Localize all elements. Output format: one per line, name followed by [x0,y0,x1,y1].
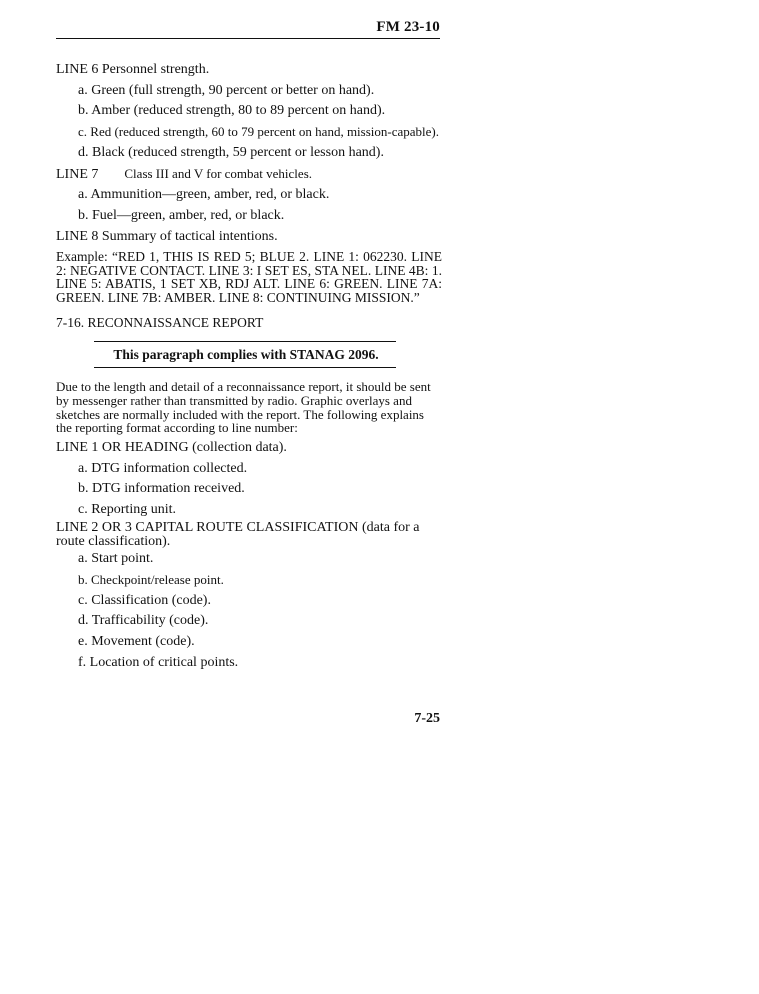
stanag-note: This paragraph complies with STANAG 2096. [94,341,396,368]
line1-item-c: c. Reporting unit. [78,502,176,518]
manual-id: FM 23-10 [376,19,440,35]
line7-item-a: a. Ammunition—green, amber, red, or black. [78,187,330,203]
line23-item-c: c. Classification (code). [78,592,211,608]
page-content [56,60,442,674]
line23-item-b: b. Checkpoint/release point. [78,571,224,587]
line7-item-b: b. Fuel—green, amber, red, or black. [78,207,285,223]
line6-item-b: b. Amber (reduced strength, 80 to 89 percent on hand). [78,103,386,119]
line23-item-e: e. Movement (code). [78,634,195,650]
section-intro: Due to the length and detail of a reconnaissance report, it should be sent by messenger rather than transmitted by radio. Graphic overlays and sketches are normally included with the report. The following explains the reporting format according to line number: [56,379,431,436]
line23-item-a: a. Start point. [78,550,154,566]
line6-item-d: d. Black (reduced strength, 59 percent or lesson hand). [78,144,384,160]
line7-label: LINE 7 [56,166,99,182]
line7-heading [56,164,442,186]
example-transmission: Example: “RED 1, THIS IS RED 5; BLUE 2. LINE 1: 062230. LINE 2: NEGATIVE CONTACT. LINE 3: I SET ES, STA NEL. LINE 4B: 1. LINE 5: ABATIS, 1 SET XB, RDJ ALT. LINE 6: GREEN. LINE 7A: GREEN. LINE 7B: AMBER. LINE 8: CONTINUING MISSION.” [56,249,442,305]
line7-title: Class III and V for combat vehicles. [124,165,313,181]
section-heading: 7-16. RECONNAISSANCE REPORT [56,315,264,331]
header-rule [56,38,440,39]
page-number: 7-25 [414,711,440,726]
line23-item-d: d. Trafficability (code). [78,613,209,629]
line23-item-f: f. Location of critical points. [78,654,239,670]
line6-item-c: c. Red (reduced strength, 60 to 79 percent on hand, mission-capable). [78,124,439,140]
line8-label: LINE 8 Summary of tactical intentions. [56,228,278,244]
line1-item-a: a. DTG information collected. [78,460,248,476]
line23-label: LINE 2 OR 3 CAPITAL ROUTE CLASSIFICATION (data for a route classification). [56,519,420,549]
line1-item-b: b. DTG information received. [78,481,245,497]
line1-label: LINE 1 OR HEADING (collection data). [56,440,287,456]
line6-item-a: a. Green (full strength, 90 percent or better on hand). [78,82,375,98]
line6-label: LINE 6 Personnel strength. [56,62,210,77]
